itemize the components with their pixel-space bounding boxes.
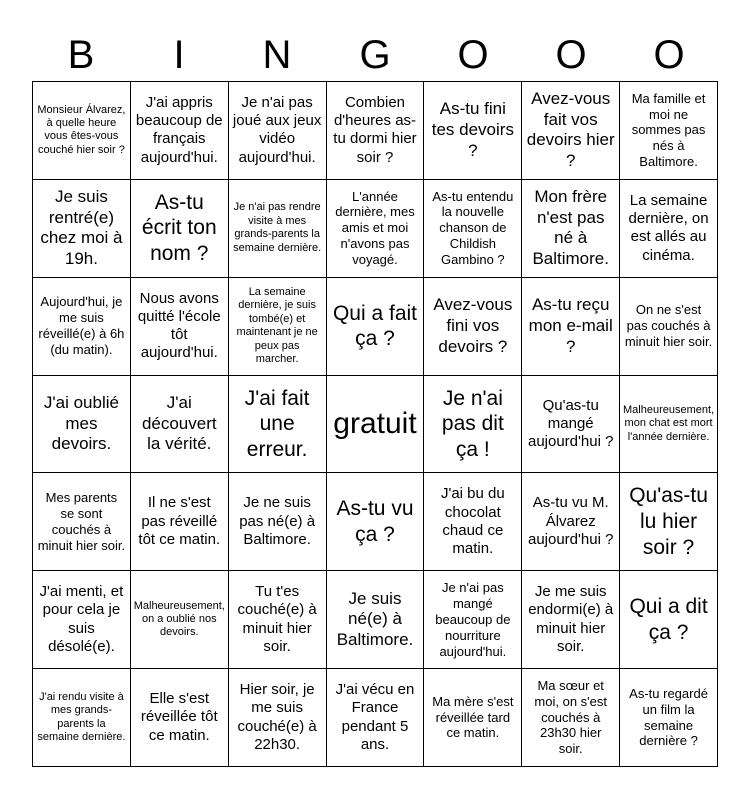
bingo-cell[interactable]: On ne s'est pas couchés à minuit hier soir. <box>620 278 718 376</box>
bingo-cell[interactable]: As-tu reçu mon e-mail ? <box>522 278 620 376</box>
bingo-cell[interactable]: J'ai fait une erreur. <box>229 376 327 474</box>
bingo-cell[interactable]: J'ai découvert la vérité. <box>131 376 229 474</box>
bingo-cell[interactable]: Ma mère s'est réveillée tard ce matin. <box>424 669 522 767</box>
bingo-cell[interactable]: J'ai bu du chocolat chaud ce matin. <box>424 473 522 571</box>
header-letter-o: O <box>457 33 489 77</box>
header-letter-o: O <box>653 33 685 77</box>
bingo-cell[interactable]: Monsieur Álvarez, à quelle heure vous êtes-vous couché hier soir ? <box>33 82 131 180</box>
bingo-cell[interactable]: Tu t'es couché(e) à minuit hier soir. <box>229 571 327 669</box>
bingo-cell[interactable]: J'ai vécu en France pendant 5 ans. <box>327 669 425 767</box>
bingo-cell[interactable]: Avez-vous fini vos devoirs ? <box>424 278 522 376</box>
bingo-cell[interactable]: Je ne suis pas né(e) à Baltimore. <box>229 473 327 571</box>
bingo-cell[interactable]: As-tu vu ça ? <box>327 473 425 571</box>
bingo-cell[interactable]: Elle s'est réveillée tôt ce matin. <box>131 669 229 767</box>
free-space-cell[interactable]: gratuit <box>327 376 425 474</box>
bingo-cell[interactable]: As-tu vu M. Álvarez aujourd'hui ? <box>522 473 620 571</box>
bingo-cell[interactable]: Je n'ai pas joué aux jeux vidéo aujourd'hui. <box>229 82 327 180</box>
bingo-cell[interactable]: Mon frère n'est pas né à Baltimore. <box>522 180 620 278</box>
bingo-cell[interactable]: Je suis né(e) à Baltimore. <box>327 571 425 669</box>
bingo-cell[interactable]: Qui a fait ça ? <box>327 278 425 376</box>
bingo-cell[interactable]: Je n'ai pas rendre visite à mes grands-parents la semaine dernière. <box>229 180 327 278</box>
bingo-cell[interactable]: La semaine dernière, on est allés au cinéma. <box>620 180 718 278</box>
bingo-cell[interactable]: Je n'ai pas mangé beaucoup de nourriture aujourd'hui. <box>424 571 522 669</box>
bingo-cell[interactable]: Malheureusement, on a oublié nos devoirs. <box>131 571 229 669</box>
bingo-cell[interactable]: As-tu fini tes devoirs ? <box>424 82 522 180</box>
header-letter-o: O <box>555 33 587 77</box>
bingo-header <box>32 28 718 82</box>
bingo-cell[interactable]: J'ai appris beaucoup de français aujourd'hui. <box>131 82 229 180</box>
bingo-cell[interactable]: Il ne s'est pas réveillé tôt ce matin. <box>131 473 229 571</box>
bingo-cell[interactable]: Je me suis endormi(e) à minuit hier soir. <box>522 571 620 669</box>
header-letter-n: N <box>262 33 292 77</box>
bingo-cell[interactable]: Qu'as-tu lu hier soir ? <box>620 473 718 571</box>
header-letter-i: I <box>173 33 185 77</box>
bingo-cell[interactable]: Nous avons quitté l'école tôt aujourd'hui. <box>131 278 229 376</box>
bingo-cell[interactable]: Hier soir, je me suis couché(e) à 22h30. <box>229 669 327 767</box>
bingo-cell[interactable]: La semaine dernière, je suis tombé(e) et maintenant je ne peux pas marcher. <box>229 278 327 376</box>
bingo-cell[interactable]: L'année dernière, mes amis et moi n'avons pas voyagé. <box>327 180 425 278</box>
bingo-cell[interactable]: As-tu regardé un film la semaine dernière ? <box>620 669 718 767</box>
bingo-cell[interactable]: Mes parents se sont couchés à minuit hier soir. <box>33 473 131 571</box>
bingo-cell[interactable]: As-tu entendu la nouvelle chanson de Childish Gambino ? <box>424 180 522 278</box>
bingo-board <box>32 81 718 767</box>
bingo-cell[interactable]: Malheureusement, mon chat est mort l'année dernière. <box>620 376 718 474</box>
bingo-cell[interactable]: Aujourd'hui, je me suis réveillé(e) à 6h (du matin). <box>33 278 131 376</box>
bingo-cell[interactable]: Qui a dit ça ? <box>620 571 718 669</box>
bingo-cell[interactable]: As-tu écrit ton nom ? <box>131 180 229 278</box>
bingo-cell[interactable]: Ma sœur et moi, on s'est couchés à 23h30 hier soir. <box>522 669 620 767</box>
bingo-cell[interactable]: Qu'as-tu mangé aujourd'hui ? <box>522 376 620 474</box>
bingo-cell[interactable]: Combien d'heures as-tu dormi hier soir ? <box>327 82 425 180</box>
bingo-cell[interactable]: J'ai rendu visite à mes grands-parents la semaine dernière. <box>33 669 131 767</box>
header-letter-g: G <box>359 33 391 77</box>
header-letter-b: B <box>67 33 95 77</box>
bingo-cell[interactable]: J'ai oublié mes devoirs. <box>33 376 131 474</box>
bingo-cell[interactable]: J'ai menti, et pour cela je suis désolé(e). <box>33 571 131 669</box>
bingo-cell[interactable]: Je n'ai pas dit ça ! <box>424 376 522 474</box>
bingo-cell[interactable]: Avez-vous fait vos devoirs hier ? <box>522 82 620 180</box>
bingo-cell[interactable]: Ma famille et moi ne sommes pas nés à Baltimore. <box>620 82 718 180</box>
bingo-cell[interactable]: Je suis rentré(e) chez moi à 19h. <box>33 180 131 278</box>
